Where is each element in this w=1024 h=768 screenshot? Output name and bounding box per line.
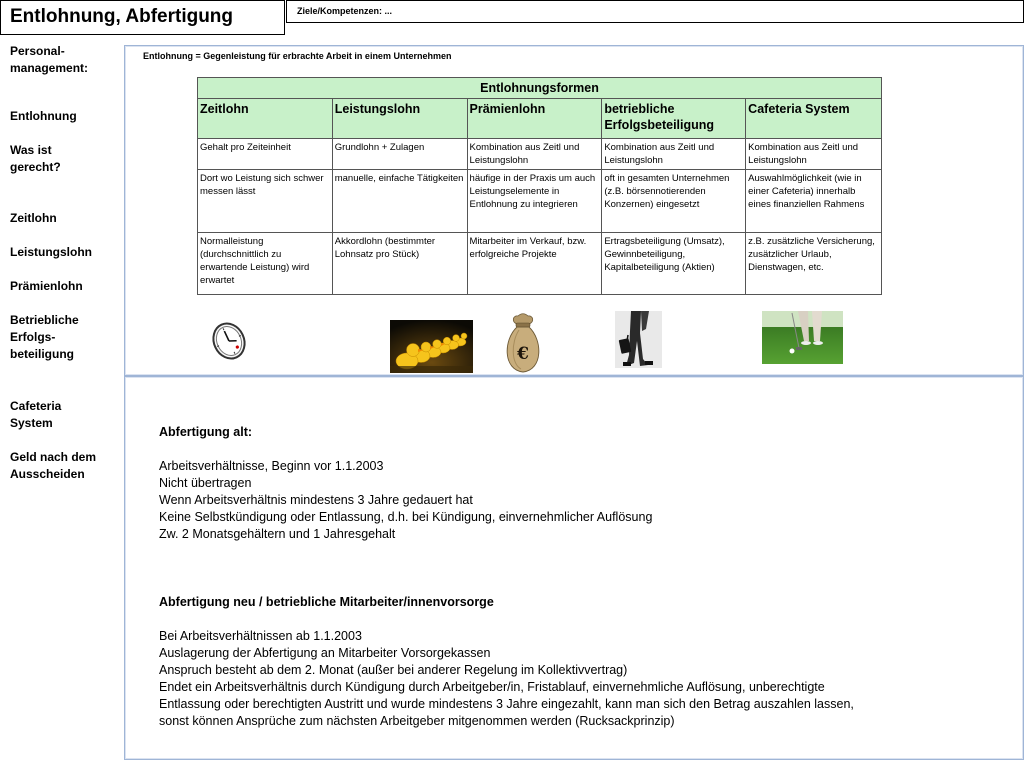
sidebar-item-zeitlohn: Zeitlohn: [10, 211, 57, 225]
table-cell: Ertragsbeteiligung (Umsatz), Gewinnbeteiligung, Kapitalbeteiligung (Aktien): [602, 233, 746, 295]
table-cell: oft in gesamten Unternehmen (z.B. börsennotierenden Konzernen) eingesetzt: [602, 170, 746, 233]
list-item: Bei Arbeitsverhältnissen ab 1.1.2003: [159, 629, 362, 643]
entlohnungsformen-table: [197, 77, 882, 295]
table-cell: Gehalt pro Zeiteinheit: [198, 139, 333, 170]
sidebar-item-leistungslohn: Leistungslohn: [10, 245, 92, 259]
table-row: [198, 170, 882, 233]
sidebar-item-cafeteria-system: Cafeteria System: [10, 399, 62, 430]
column-header: Prämienlohn: [467, 99, 602, 139]
euro-money-bag-image: [503, 312, 543, 374]
sidebar-item-praemienlohn: Prämienlohn: [10, 279, 83, 293]
page-title: Entlohnung, Abfertigung: [0, 0, 285, 35]
list-item: Anspruch besteht ab dem 2. Monat (außer bei anderer Regelung im Kollektivvertrag): [159, 663, 628, 677]
table-cell: manuelle, einfache Tätigkeiten: [332, 170, 467, 233]
list-item: Wenn Arbeitsverhältnis mindestens 3 Jahre gedauert hat: [159, 493, 473, 507]
table-group-header: Entlohnungsformen: [198, 78, 882, 99]
list-item: Keine Selbstkündigung oder Entlassung, d.h. bei Kündigung, einvernehmlicher Auflösung: [159, 510, 653, 524]
column-header: Zeitlohn: [198, 99, 333, 139]
sidebar-item-was-ist-gerecht: Was ist gerecht?: [10, 143, 61, 174]
list-item: Arbeitsverhältnisse, Beginn vor 1.1.2003: [159, 459, 384, 473]
sidebar-item-personalmanagement: Personal- management:: [10, 44, 89, 75]
abfertigung-section: [159, 424, 919, 730]
table-cell: Grundlohn + Zulagen: [332, 139, 467, 170]
table-row: [198, 139, 882, 170]
sidebar-item-entlohnung: Entlohnung: [10, 109, 77, 123]
table-row: [198, 233, 882, 295]
column-header: Cafeteria System: [746, 99, 882, 139]
table-cell: Kombination aus Zeitl und Leistungslohn: [746, 139, 882, 170]
list-item: sonst können Ansprüche zum nächsten Arbeitgeber mitgenommen werden (Rucksackprinzip): [159, 714, 675, 728]
list-item: Zw. 2 Monatsgehältern und 1 Jahresgehalt: [159, 527, 396, 541]
table-cell: Auswahlmöglichkeit (wie in einer Cafeteria) innerhalb eines finanziellen Rahmens: [746, 170, 882, 233]
rubber-ducks-image: [390, 320, 473, 373]
list-item: Endet ein Arbeitsverhältnis durch Kündigung durch Arbeitgeber/in, Fristablauf, einvernehmliche Auflösung, unberechtigte: [159, 680, 825, 694]
table-cell: häufige in der Praxis um auch Leistungselemente in Entlohnung zu integrieren: [467, 170, 602, 233]
businessman-walking-image: [615, 311, 662, 368]
list-item: Auslagerung der Abfertigung an Mitarbeiter Vorsorgekassen: [159, 646, 491, 660]
entlohnung-definition: Entlohnung = Gegenleistung für erbrachte Arbeit in einem Unternehmen: [143, 51, 452, 61]
table-cell: Dort wo Leistung sich schwer messen lässt: [198, 170, 333, 233]
sidebar-item-erfolgsbeteiligung: Betriebliche Erfolgs- beteiligung: [10, 313, 79, 361]
table-cell: Kombination aus Zeitl und Leistungslohn: [602, 139, 746, 170]
abfertigung-alt-heading: Abfertigung alt:: [159, 425, 253, 439]
table-cell: Akkordlohn (bestimmter Lohnsatz pro Stück): [332, 233, 467, 295]
table-cell: Mitarbeiter im Verkauf, bzw. erfolgreiche Projekte: [467, 233, 602, 295]
column-header: betriebliche Erfolgsbeteiligung: [602, 99, 746, 139]
list-item: Entlassung oder berechtigten Austritt und wurde mindestens 3 Jahre eingezahlt, kann man sich den Betrag auszahlen lassen,: [159, 697, 854, 711]
ziele-kompetenzen: Ziele/Kompetenzen: ...: [286, 0, 1024, 23]
clock-icon: [210, 320, 248, 362]
table-cell: Kombination aus Zeitl und Leistungslohn: [467, 139, 602, 170]
list-item: Nicht übertragen: [159, 476, 252, 490]
sidebar-item-geld-nach-ausscheiden: Geld nach dem Ausscheiden: [10, 450, 97, 481]
golf-image: [762, 311, 843, 364]
euro-symbol: €: [517, 344, 529, 364]
abfertigung-neu-heading: Abfertigung neu / betriebliche Mitarbeiter/innenvorsorge: [159, 595, 494, 609]
table-cell: z.B. zusätzliche Versicherung, zusätzlicher Urlaub, Dienstwagen, etc.: [746, 233, 882, 295]
table-cell: Normalleistung (durchschnittlich zu erwartende Leistung) wird erwartet: [198, 233, 333, 295]
column-header: Leistungslohn: [332, 99, 467, 139]
